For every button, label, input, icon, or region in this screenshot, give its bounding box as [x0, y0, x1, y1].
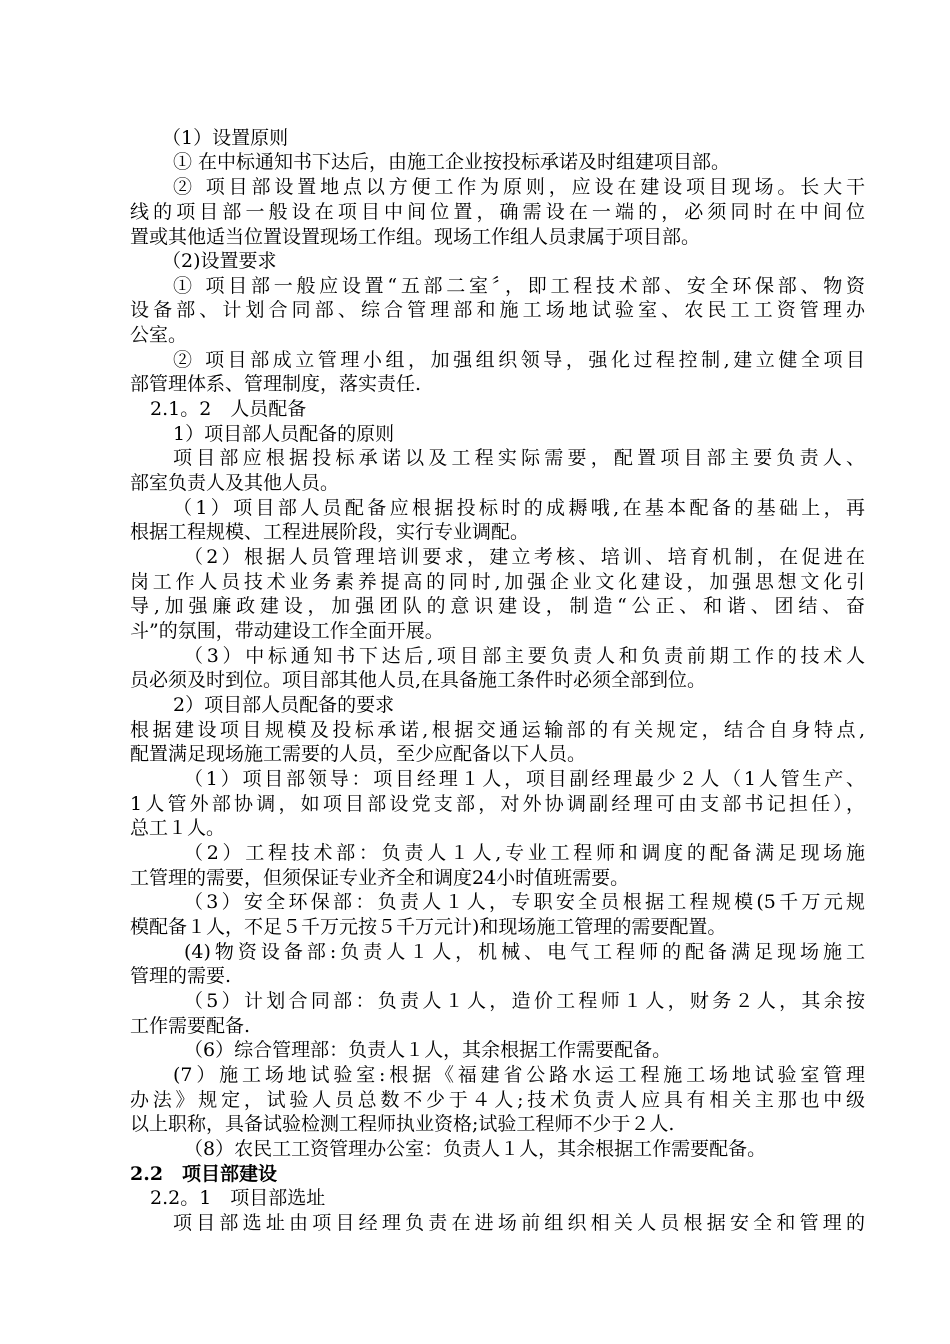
- section-heading: 2.2 项目部建设: [130, 1163, 278, 1185]
- text-line: ① 在中标通知书下达后，由施工企业按投标承诺及时组建项目部。: [173, 151, 731, 173]
- text-line: （1）设置原则: [162, 127, 289, 149]
- text-line: （1）项目部领导：项目经理１人，项目副经理最少２人（1人管生产、: [184, 768, 865, 790]
- text-line: (4)物资设备部:负责人１人，机械、电气工程师的配备满足现场施工: [184, 941, 865, 963]
- text-line: (7）施工场地试验室:根据《福建省公路水运工程施工场地试验室管理: [173, 1064, 865, 1086]
- text-line: 工管理的需要，但须保证专业齐全和调度24小时值班需要。: [130, 867, 630, 889]
- text-line: （3）中标通知书下达后,项目部主要负责人和负责前期工作的技术人: [184, 645, 865, 667]
- text-line: （2）工程技术部：负责人１人,专业工程师和调度的配备满足现场施: [184, 842, 865, 864]
- text-line: 1人管外部协调，如项目部设党支部，对外协调副经理可由支部书记担任），: [130, 793, 865, 815]
- text-line: 导,加强廉政建设，加强团队的意识建设，制造“公正、和谐、团结、奋: [130, 595, 865, 617]
- text-line: 斗”的氛围，带动建设工作全面开展。: [130, 620, 444, 642]
- text-line: 项目部应根据投标承诺以及工程实际需要，配置项目部主要负责人、: [173, 447, 865, 469]
- text-line: 公室。: [130, 324, 188, 346]
- text-line: （2)设置要求: [162, 250, 277, 272]
- text-line: 线的项目部一般设在项目中间位置，确需设在一端的，必须同时在中间位: [130, 201, 865, 223]
- subsection-heading: 2.2。1 项目部选址: [150, 1187, 326, 1209]
- text-line: 项目部选址由项目经理负责在进场前组织相关人员根据安全和管理的: [173, 1212, 865, 1234]
- text-line: （8）农民工工资管理办公室：负责人１人，其余根据工作需要配备。: [184, 1138, 767, 1160]
- section-heading: 2.1。2 人员配备: [150, 398, 307, 420]
- text-line: 工作需要配备.: [130, 1015, 251, 1037]
- text-line: （3）安全环保部：负责人１人，专职安全员根据工程规模(5千万元规: [184, 891, 865, 913]
- text-line: 设备部、计划合同部、综合管理部和施工场地试验室、农民工工资管理办: [130, 299, 865, 321]
- text-line: 部室负责人及其他人员。: [130, 472, 340, 494]
- text-line: 总工１人。: [130, 817, 226, 839]
- text-line: 2）项目部人员配备的要求: [173, 694, 395, 716]
- text-line: （5）计划合同部：负责人１人，造价工程师１人，财务２人，其余按: [184, 990, 865, 1012]
- text-line: 配置满足现场施工需要的人员，至少应配备以下人员。: [130, 743, 587, 765]
- text-line: （6）综合管理部：负责人１人，其余根据工作需要配备。: [184, 1039, 672, 1061]
- text-line: 管理的需要.: [130, 965, 232, 987]
- text-line: ① 项目部一般应设置“五部二室〞，即工程技术部、安全环保部、物资: [173, 275, 865, 297]
- text-line: 根据建设项目规模及投标承诺,根据交通运输部的有关规定，结合自身特点,: [130, 719, 865, 741]
- text-line: 岗工作人员技术业务素养提高的同时,加强企业文化建设，加强思想文化引: [130, 571, 865, 593]
- text-line: 模配备１人，不足５千万元按５千万元计)和现场施工管理的需要配置。: [130, 916, 727, 938]
- text-line: （1）项目部人员配备应根据投标时的成耨哦,在基本配备的基础上，再: [173, 497, 865, 519]
- text-line: ② 项目部成立管理小组，加强组织领导，强化过程控制,建立健全项目: [173, 349, 865, 371]
- text-line: 办法》规定，试验人员总数不少于４人;技术负责人应具有相关主那也中级: [130, 1089, 865, 1111]
- text-line: 1）项目部人员配备的原则: [173, 423, 395, 445]
- text-line: （2）根据人员管理培训要求，建立考核、培训、培育机制，在促进在: [184, 546, 865, 568]
- text-line: ② 项目部设置地点以方便工作为原则，应设在建设项目现场。长大干: [173, 176, 865, 198]
- text-line: 根据工程规模、工程进展阶段，实行专业调配。: [130, 521, 530, 543]
- text-line: 部管理体系、管理制度，落实责任.: [130, 373, 422, 395]
- text-line: 置或其他适当位置设置现场工作组。现场工作组人员隶属于项目部。: [130, 226, 701, 248]
- text-line: 以上职称，具备试验检测工程师执业资格;试验工程师不少于２人.: [130, 1113, 675, 1135]
- text-line: 员必须及时到位。项目部其他人员,在具备施工条件时必须全部到位。: [130, 669, 707, 691]
